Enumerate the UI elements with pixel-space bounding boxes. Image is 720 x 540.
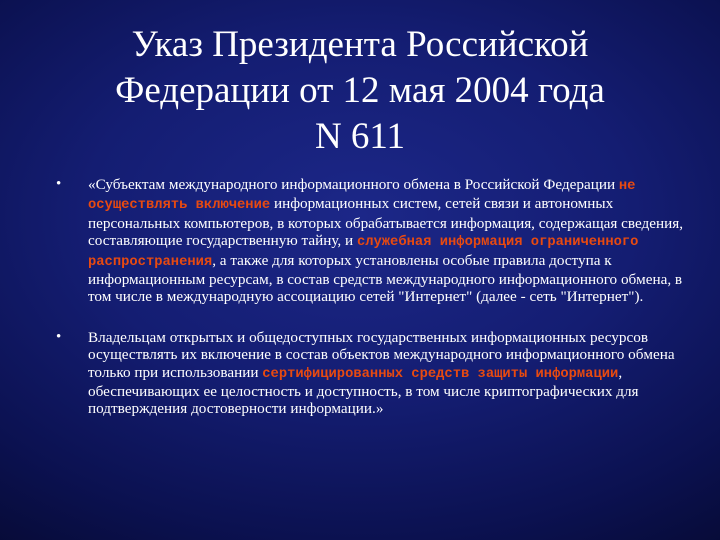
text-segment: , обеспечивающих ее целостность и доступность, в том числе криптографических для подтверждения достоверности информации.»: [88, 363, 639, 418]
bullet-text: [88, 329, 675, 418]
text-segment: информационных систем, сетей связи и автономных персональных компьютеров, в которых обрабатывается информация, содержащая сведения, составляющие государственную тайну, и: [88, 195, 684, 250]
title-line-1: Указ Президента Российской: [131, 24, 589, 65]
text-segment: , а также для которых установлены особые правила доступа к информационным ресурсам, в состав средств международного информационного обмена, в том числе в международную ассоциацию сетей "Интернет" (далее - сеть "Интернет").: [88, 251, 683, 306]
title-line-3: N 611: [314, 116, 406, 157]
bullet-item-1: [54, 176, 684, 306]
highlighted-phrase: сертифицированных средств защиты информации: [262, 366, 619, 382]
bullet-item-2: [54, 329, 684, 418]
title-line-2: Федерации от 12 мая 2004 года: [115, 70, 605, 111]
bullet-dot-icon: •: [56, 176, 62, 192]
bullet-list: [54, 176, 684, 418]
highlighted-phrase: не осуществлять включение: [88, 179, 636, 214]
text-segment: Владельцам открытых и общедоступных государственных информационных ресурсов осуществлять их включение в состав объектов международного информационного обмена только при использовании: [88, 328, 675, 381]
text-segment: «Субъектам международного информационного обмена в Российской Федерации: [88, 176, 619, 193]
slide-title: [40, 22, 680, 160]
bullet-dot-icon: •: [56, 328, 62, 345]
highlighted-phrase: служебная информация ограниченного распространения: [88, 235, 639, 270]
bullet-text: [88, 176, 683, 305]
